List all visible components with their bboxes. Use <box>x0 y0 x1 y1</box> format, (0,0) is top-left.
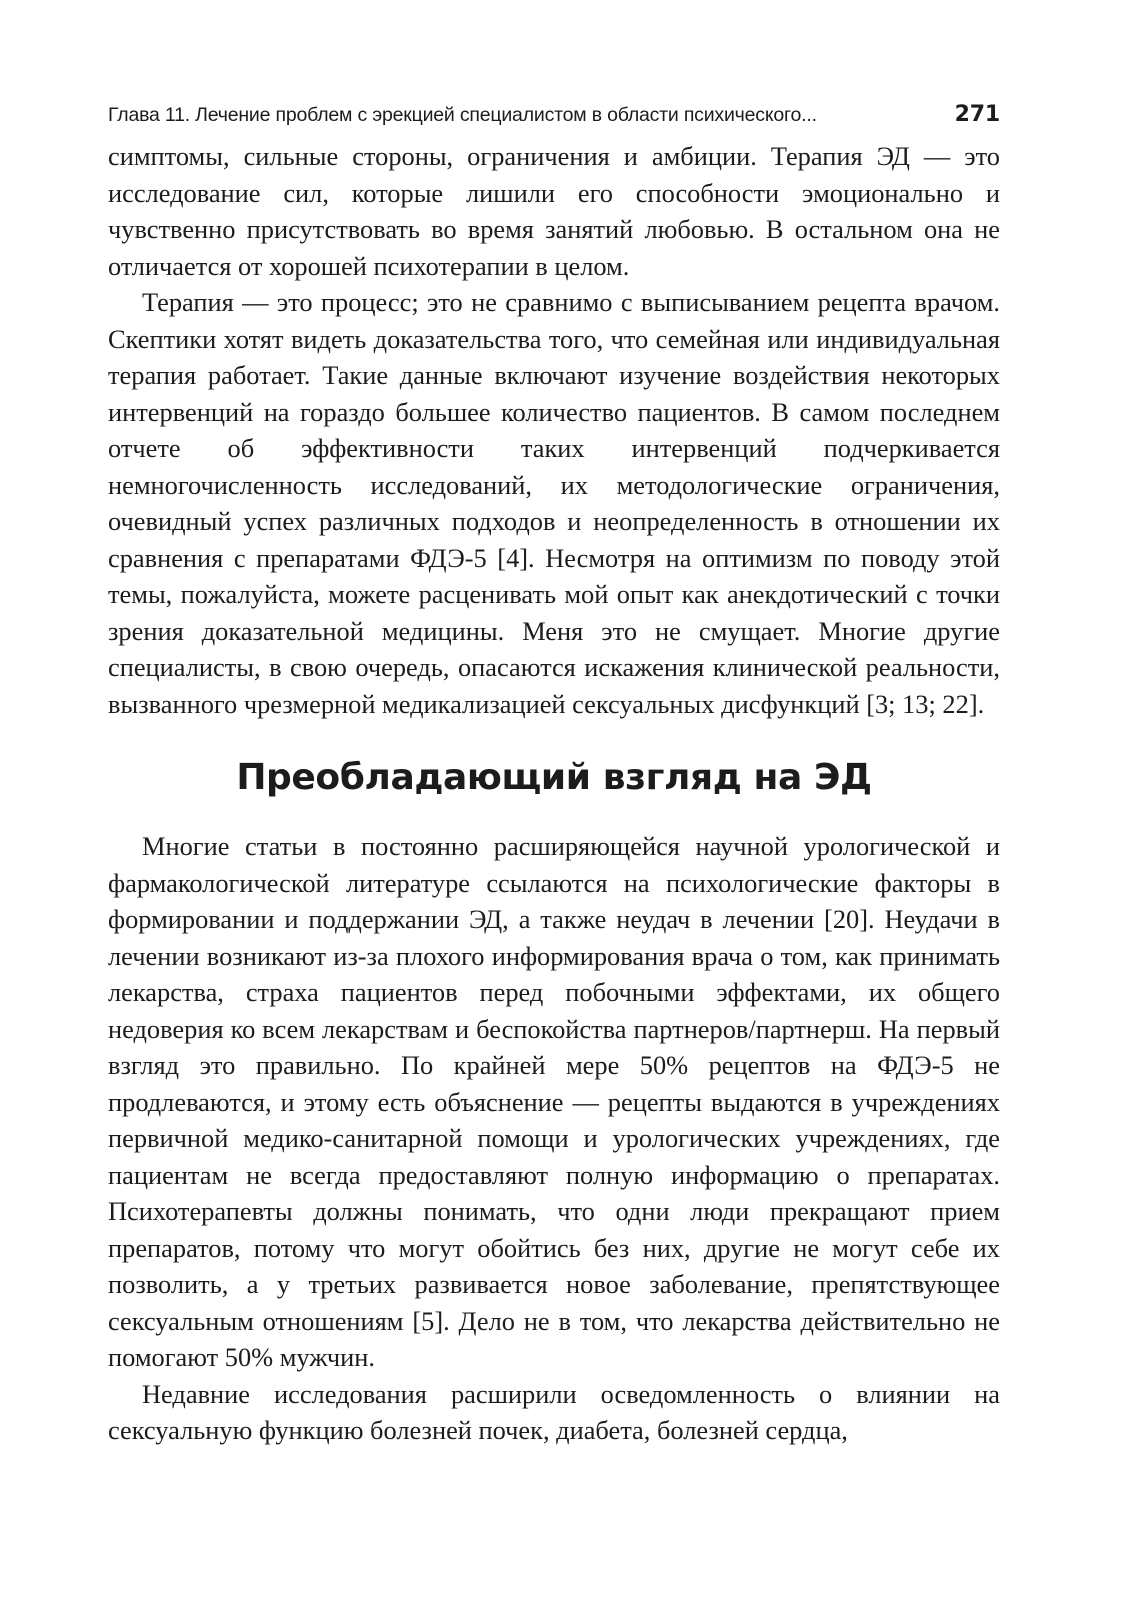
body-text-section <box>108 828 1000 1449</box>
body-text <box>108 138 1000 722</box>
book-page <box>108 92 1000 1449</box>
section-heading: Преобладающий взгляд на ЭД <box>236 757 872 798</box>
paragraph: Многие статьи в постоянно расширяющейся научной урологической и фармакологической литературе ссылаются на психологические факторы в формировании и поддержании ЭД, а также неудач в лечении [20]. Неудачи в лечении возникают из-за плохого информирования врача о том, как принимать лекарства, страха пациентов перед побочными эффектами, их общего недоверия ко всем лекарствам и беспокойства партнеров/партнерш. На первый взгляд это правильно. По крайней мере 50% рецептов на ФДЭ-5 не продлеваются, и этому есть объяснение — рецепты выдаются в учреждениях первичной медико-санитарной помощи и урологических учреждениях, где пациентам не всегда предоставляют полную информацию о препаратах. Психотерапевты должны понимать, что одни люди прекращают прием препаратов, потому что могут обойтись без них, другие не могут себе их позволить, а у третьих развивается новое заболевание, препятствующее сексуальным отношениям [5]. Дело не в том, что лекарства действительно не помогают 50% мужчин. <box>108 831 1000 1372</box>
chapter-title: Глава 11. Лечение проблем с эрекцией специалистом в области психического... <box>108 104 817 126</box>
page-number: 271 <box>954 102 1000 127</box>
paragraph: симптомы, сильные стороны, ограничения и амбиции. Терапия ЭД — это исследование сил, которые лишили его способности эмоционально и чувственно присутствовать во время занятий любовью. В остальном она не отличается от хорошей психотерапии в целом. <box>108 141 1000 281</box>
paragraph: Терапия — это процесс; это не сравнимо с выписыванием рецепта врачом. Скептики хотят видеть доказательства того, что семейная или индивидуальная терапия работает. Такие данные включают изучение воздействия некоторых интервенций на гораздо большее количество пациентов. В самом последнем отчете об эффективности таких интервенций подчеркивается немногочисленность исследований, их методологические ограничения, очевидный успех различных подходов и неопределенность в отношении их сравнения с препаратами ФДЭ-5 [4]. Несмотря на оптимизм по поводу этой темы, пожалуйста, можете расценивать мой опыт как анекдотический с точки зрения доказательной медицины. Меня это не смущает. Многие другие специалисты, в свою очередь, опасаются искажения клинической реальности, вызванного чрезмерной медикализацией сексуальных дисфункций [3; 13; 22]. <box>108 287 1000 719</box>
running-header <box>108 92 1000 138</box>
paragraph: Недавние исследования расширили осведомленность о влиянии на сексуальную функцию болезней почек, диабета, болезней сердца, <box>108 1378 1000 1445</box>
